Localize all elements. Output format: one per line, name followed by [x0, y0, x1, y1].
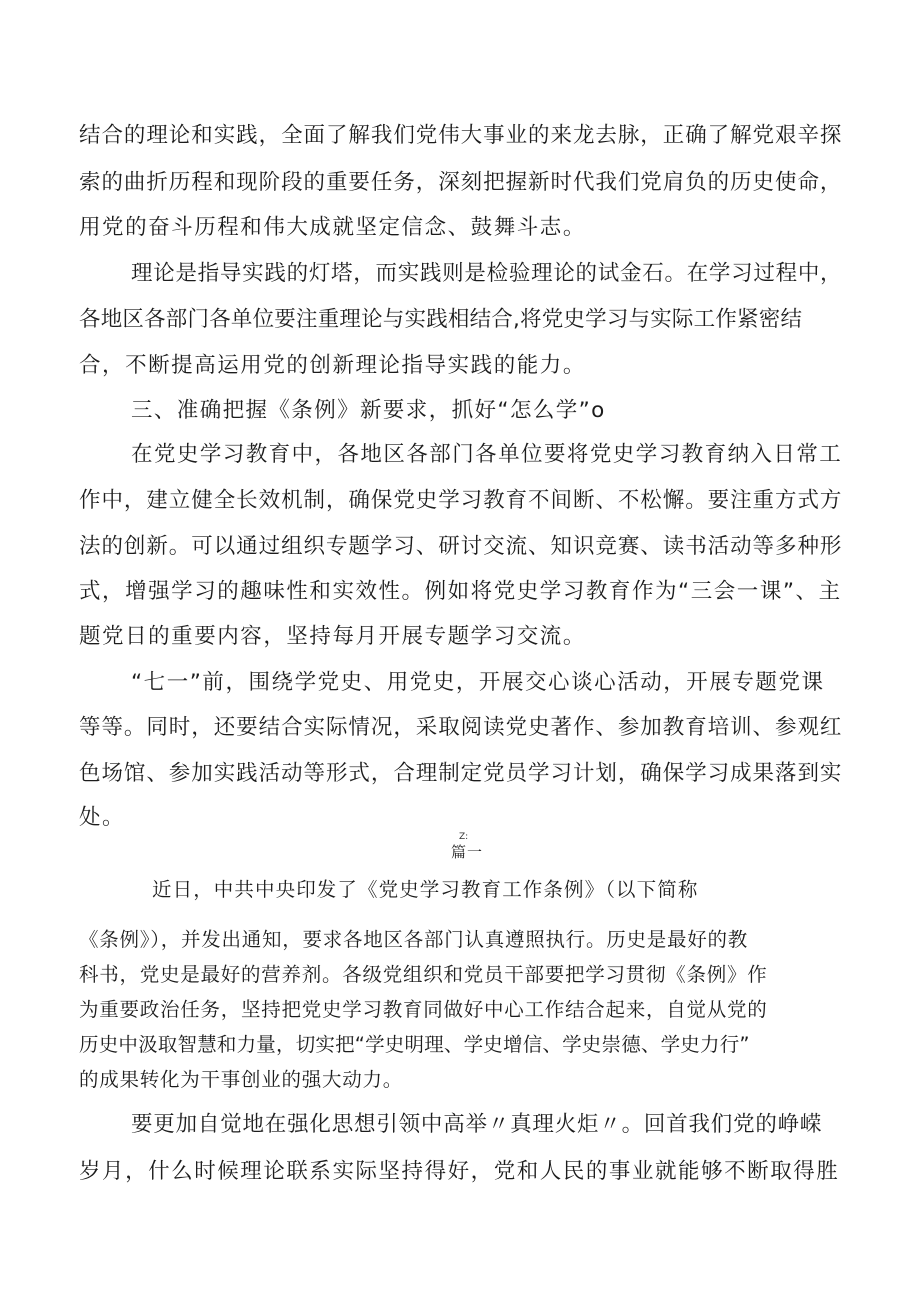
- text-line: 合，不断提高运用党的创新理论指导实践的能力。: [79, 353, 586, 378]
- text-line: 题党日的重要内容，坚持每月开展专题学习交流。: [79, 624, 586, 649]
- text-line: 近日，中共中央印发了《党史学习教育工作条例》（以下简称: [152, 878, 699, 901]
- text-line: 理论是指导实践的灯塔，而实践则是检验理论的试金石。在学习过程中，: [131, 261, 843, 286]
- text-line: 处。: [79, 805, 126, 830]
- text-line: 的成果转化为干事创业的强大动力。: [79, 1068, 404, 1091]
- text-line: “七一”前，围绕学党史、用党史，开展交心谈心活动，开展专题党课: [131, 670, 825, 695]
- text-line: 结合的理论和实践，全面了解我们党伟大事业的来龙去脉，正确了解党艰辛探: [79, 123, 843, 148]
- section-title: 篇一: [451, 843, 484, 861]
- text-line: 式，增强学习的趣味性和实效性。例如将党史学习教育作为“三会一课”、主: [79, 579, 842, 604]
- text-line: 岁月，什么时候理论联系实际坚持得好，党和人民的事业就能够不断取得胜: [79, 1159, 840, 1184]
- text-line: 各地区各部门各单位要注重理论与实践相结合,将党史学习与实际工作紧密结: [79, 307, 803, 332]
- text-line: 索的曲折历程和现阶段的重要任务，深刻把握新时代我们党肩负的历史使命，: [79, 170, 843, 195]
- text-line: 作中，建立健全长效机制，确保党史学习教育不间断、不松懈。要注重方式方: [79, 488, 843, 513]
- section-heading: 三、准确把握《条例》新要求，抓好“怎么学”o: [131, 398, 606, 423]
- text-line: 在党史学习教育中，各地区各部门各单位要将党史学习教育纳入日常工: [131, 442, 843, 467]
- section-marker: Z:: [459, 832, 469, 842]
- text-line: 等等。同时，还要结合实际情况，采取阅读党史著作、参加教育培训、参观红: [79, 715, 843, 740]
- text-line: 《条例》），并发出通知，要求各地区各部门认真遵照执行。历史是最好的教: [79, 928, 749, 951]
- text-line: 色场馆、参加实践活动等形式，合理制定党员学习计划，确保学习成果落到实: [79, 761, 843, 786]
- text-line: 科书，党史是最好的营养剂。各级党组织和党员干部要把学习贯彻《条例》作: [79, 963, 768, 986]
- text-line: 要更加自觉地在强化思想引领中高举〃真理火炬〃。回首我们党的峥嵘: [131, 1112, 823, 1137]
- text-line: 为重要政治任务，坚持把党史学习教育同做好中心工作结合起来，自觉从党的: [79, 998, 768, 1021]
- text-line: 法的创新。可以通过组织专题学习、研讨交流、知识竞赛、读书活动等多种形: [79, 534, 843, 559]
- text-line: 用党的奋斗历程和伟大成就坚定信念、鼓舞斗志。: [79, 215, 586, 240]
- text-line: 历史中汲取智慧和力量，切实把“学史明理、学史增信、学史崇德、学史力行”: [79, 1033, 750, 1056]
